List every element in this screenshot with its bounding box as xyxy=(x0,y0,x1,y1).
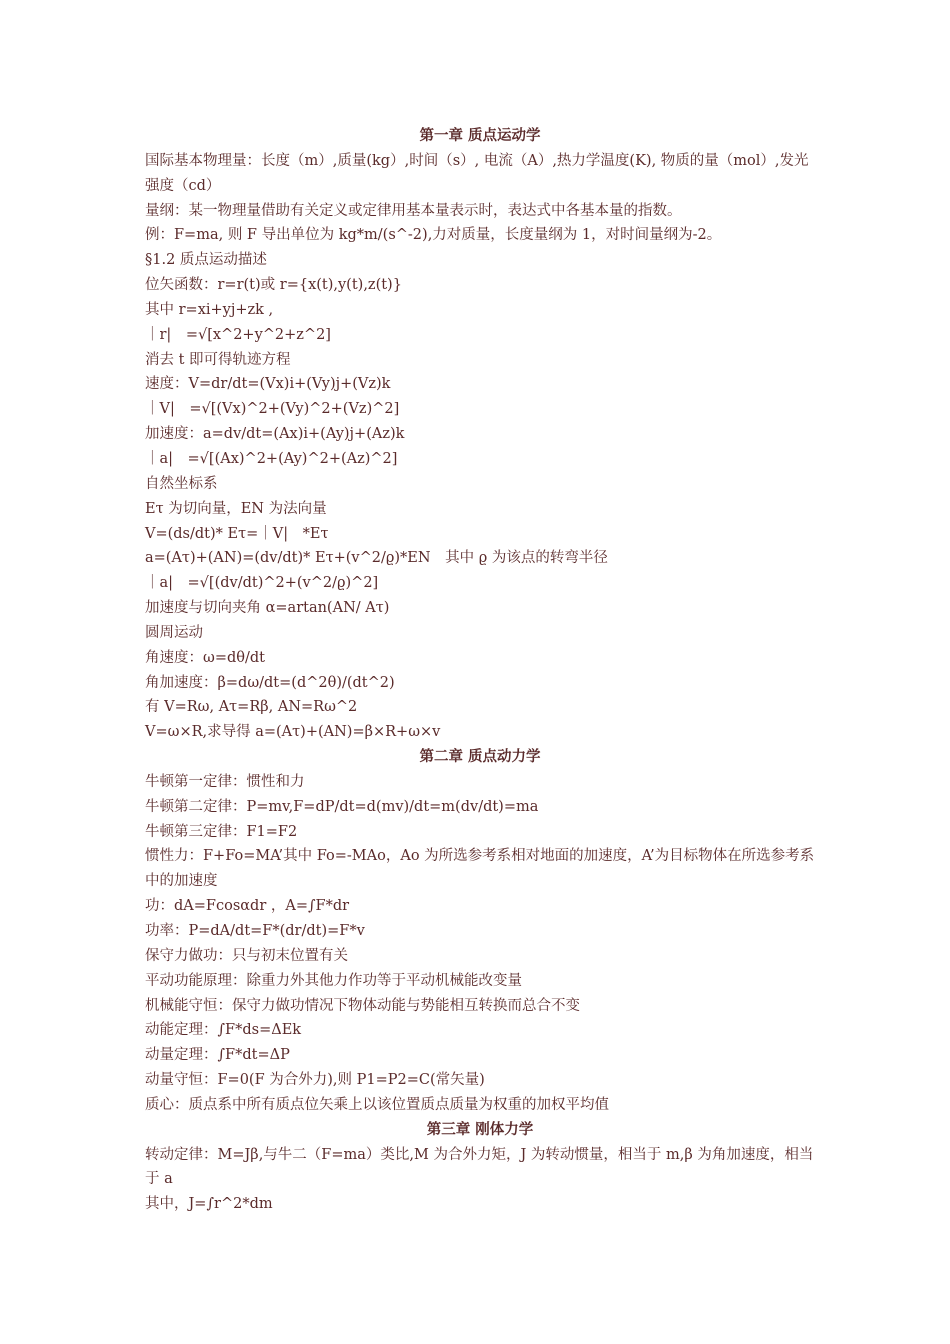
formula-line: 速度：V=dr/dt=(Vx)i+(Vy)j+(Vz)k xyxy=(145,376,391,393)
formula-line: ｜a| =√[(dv/dt)^2+(v^2/ϱ)^2] xyxy=(145,575,379,592)
paragraph: Eτ 为切向量，EN 为法向量 xyxy=(145,500,327,517)
formula-line: 功率：P=dA/dt=F*(dr/dt)=F*v xyxy=(145,923,365,939)
formula-line: V=(ds/dt)* Eτ=｜V| *Eτ xyxy=(145,525,329,542)
formula-line: 动量守恒：F=0(F 为合外力),则 P1=P2=C(常矢量) xyxy=(145,1072,485,1089)
formula-line: 角速度：ω=dθ/dt xyxy=(145,649,265,666)
formula-line: 有 V=Rω, Aτ=Rβ, AN=Rω^2 xyxy=(145,699,358,716)
paragraph: 机械能守恒：保守力做功情况下物体动能与势能相互转换而总合不变 xyxy=(145,997,580,1014)
paragraph: 质心：质点系中所有质点位矢乘上以该位置质点质量为权重的加权平均值 xyxy=(145,1096,609,1113)
formula-line: ｜r| =√[x^2+y^2+z^2] xyxy=(145,326,331,343)
paragraph: 保守力做功：只与初末位置有关 xyxy=(145,947,348,964)
paragraph: 平动功能原理：除重力外其他力作功等于平动机械能改变量 xyxy=(145,972,522,989)
paragraph: 牛顿第一定律：惯性和力 xyxy=(145,773,305,790)
section-heading: §1.2 质点运动描述 xyxy=(145,252,267,269)
paragraph: 位矢函数：r=r(t)或 r={x(t),y(t),z(t)} xyxy=(145,277,402,294)
chapter1-title: 第一章 质点运动学 xyxy=(419,127,541,144)
paragraph: 例：F=ma, 则 F 导出单位为 kg*m/(s^-2),力对质量，长度量纲为 1，对时间量纲为-2。 xyxy=(145,227,722,244)
formula-line: ｜V| =√[(Vx)^2+(Vy)^2+(Vz)^2] xyxy=(145,401,400,418)
paragraph: 国际基本物理量：长度（m）,质量(kg）,时间（s）, 电流（A）,热力学温度(K), 物质的量（mol）,发光强度（cd） xyxy=(145,152,809,194)
paragraph: 量纲：某一物理量借助有关定义或定律用基本量表示时，表达式中各基本量的指数。 xyxy=(145,202,682,219)
formula-line: 加速度：a=dv/dt=(Ax)i+(Ay)j+(Az)k xyxy=(145,426,405,443)
paragraph: 圆周运动 xyxy=(145,624,203,641)
paragraph: 转动定律：M=Jβ,与牛二（F=ma）类比,M 为合外力矩，J 为转动惯量，相当于 m,β 为角加速度，相当于 a xyxy=(145,1146,814,1188)
formula-line: ｜a| =√[(Ax)^2+(Ay)^2+(Az)^2] xyxy=(145,450,398,467)
paragraph: 自然坐标系 xyxy=(145,475,218,492)
formula-line: 牛顿第三定律：F1=F2 xyxy=(145,823,298,840)
formula-line: 其中，J=∫r^2*dm xyxy=(145,1196,273,1213)
formula-line: 角加速度：β=dω/dt=(d^2θ)/(dt^2) xyxy=(145,674,395,691)
formula-line: V=ω×R,求导得 a=(Aτ)+(AN)=β×R+ω×v xyxy=(145,724,441,741)
formula-line: 功：dA=Fcosαdr ，A=∫F*dr xyxy=(145,898,350,915)
formula-line: 加速度与切向夹角 α=artan(AN/ Aτ) xyxy=(145,600,390,617)
formula-line: 动量定理：∫F*dt=ΔP xyxy=(145,1047,290,1064)
paragraph: 其中 r=xi+yj+zk , xyxy=(145,301,274,318)
document-body xyxy=(145,124,815,1217)
formula-line: 牛顿第二定律：P=mv,F=dP/dt=d(mv)/dt=m(dv/dt)=ma xyxy=(145,798,539,815)
paragraph: 消去 t 即可得轨迹方程 xyxy=(145,351,291,368)
formula-line: a=(Aτ)+(AN)=(dv/dt)* Eτ+(v^2/ϱ)*EN 其中 ϱ 为该点的转弯半径 xyxy=(145,550,608,567)
paragraph: 惯性力：F+Fo=MA’其中 Fo=-MAo，Ao 为所选参考系相对地面的加速度，A’为目标物体在所选参考系中的加速度 xyxy=(145,848,815,890)
formula-line: 动能定理：∫F*ds=ΔEk xyxy=(145,1022,302,1039)
chapter2-title: 第二章 质点动力学 xyxy=(419,748,541,766)
chapter3-title: 第三章 刚体力学 xyxy=(426,1120,534,1138)
